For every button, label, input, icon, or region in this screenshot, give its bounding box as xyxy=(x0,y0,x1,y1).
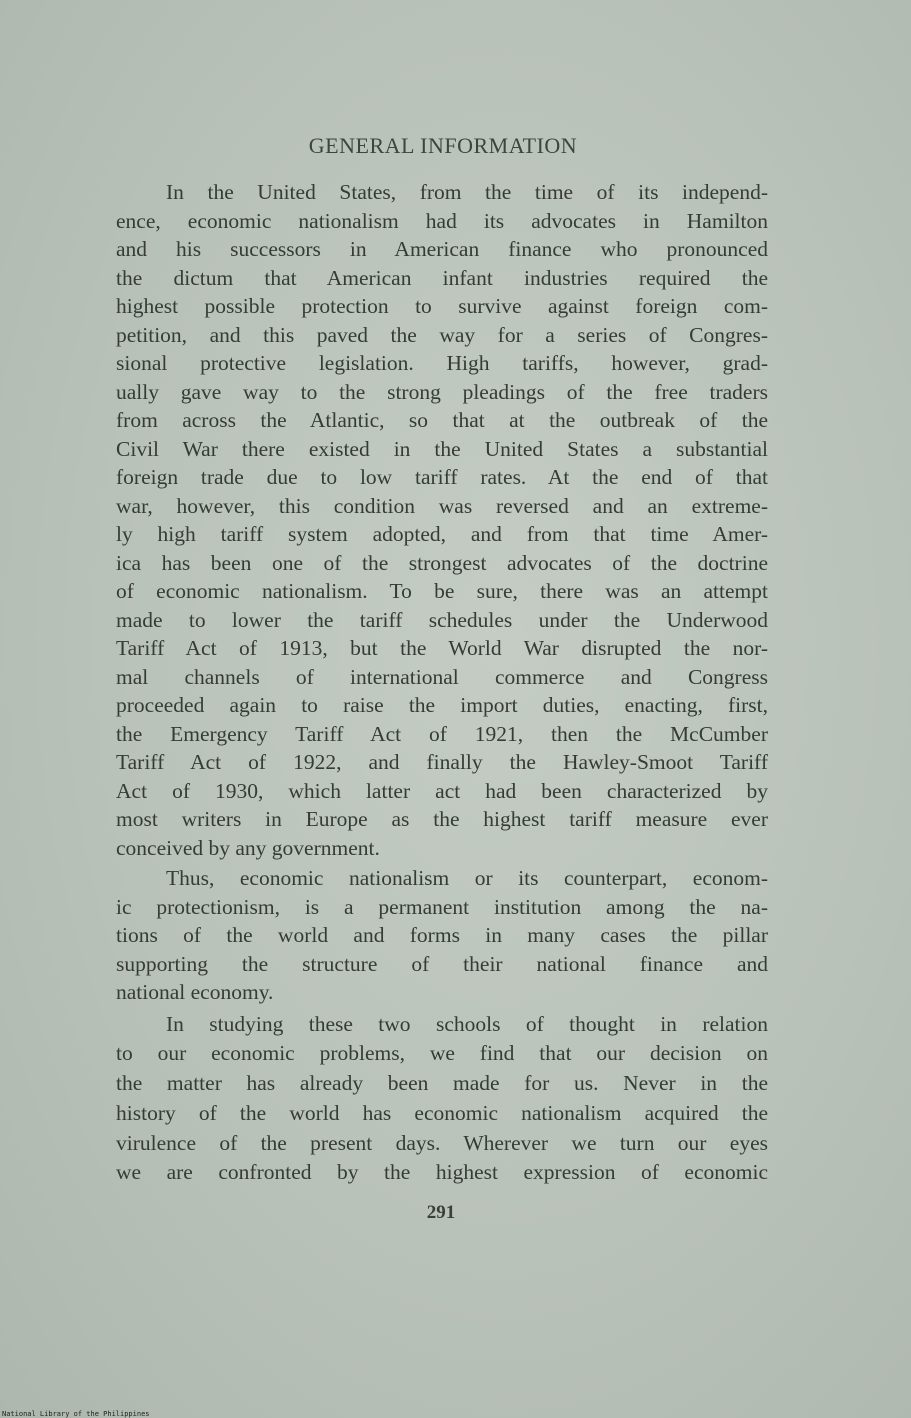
text-line: from across the Atlantic, so that at the outbreak of the xyxy=(116,408,768,432)
text-line: In the United States, from the time of its independ- xyxy=(166,180,768,204)
text-line: ica has been one of the strongest advocates of the doctrine xyxy=(116,550,768,575)
text-line: Act of 1930, which latter act had been characterized by xyxy=(116,778,768,803)
text-line: Civil War there existed in the United States a substantial xyxy=(116,436,768,461)
text-line: In studying these two schools of thought in relation xyxy=(166,1011,768,1036)
text-line: made to lower the tariff schedules under the Underwood xyxy=(116,607,768,632)
text-line: war, however, this condition was reversed and an extreme- xyxy=(116,493,768,518)
text-line: mal channels of international commerce and Congress xyxy=(116,664,768,689)
text-line: Thus, economic nationalism or its counterpart, econom- xyxy=(166,866,768,890)
text-line: history of the world has economic nationalism acquired the xyxy=(116,1100,768,1125)
text-line: the Emergency Tariff Act of 1921, then the McCumber xyxy=(116,721,768,746)
text-line: to our economic problems, we find that our decision on xyxy=(116,1041,768,1066)
text-line: national economy. xyxy=(116,980,274,1004)
text-line: Tariff Act of 1913, but the World War disrupted the nor- xyxy=(116,636,768,660)
text-line: ic protectionism, is a permanent institution among the na- xyxy=(116,894,768,919)
text-line: sional protective legislation. High tariffs, however, grad- xyxy=(116,351,768,375)
paragraph-1 xyxy=(116,178,768,862)
text-line: ly high tariff system adopted, and from that time Amer- xyxy=(116,522,768,546)
text-line: the matter has already been made for us. Never in the xyxy=(116,1071,768,1096)
text-line: foreign trade due to low tariff rates. At the end of that xyxy=(116,465,768,489)
text-line: and his successors in American finance who pronounced xyxy=(116,237,768,261)
text-line: most writers in Europe as the highest tariff measure ever xyxy=(116,807,768,831)
text-line: tions of the world and forms in many cases the pillar xyxy=(116,923,768,947)
paragraph-2 xyxy=(116,864,768,1007)
text-line: petition, and this paved the way for a series of Congres- xyxy=(116,322,768,347)
text-line: highest possible protection to survive against foreign com- xyxy=(116,294,768,318)
text-line: ence, economic nationalism had its advocates in Hamilton xyxy=(116,208,768,233)
text-line: of economic nationalism. To be sure, there was an attempt xyxy=(116,579,768,603)
text-line: conceived by any government. xyxy=(116,835,380,860)
paragraph-3 xyxy=(116,1010,768,1189)
page-number: 291 xyxy=(426,1202,456,1223)
page-header: GENERAL INFORMATION xyxy=(308,133,578,158)
text-line: the dictum that American infant industries required the xyxy=(116,265,768,290)
body-text xyxy=(116,178,768,1188)
text-line: ually gave way to the strong pleadings of the free traders xyxy=(116,379,768,404)
library-credit: National Library of the Philippines xyxy=(2,1410,150,1418)
text-line: we are confronted by the highest expression of economic xyxy=(116,1160,768,1185)
text-line: supporting the structure of their national finance and xyxy=(116,951,768,976)
text-line: Tariff Act of 1922, and finally the Hawley-Smoot Tariff xyxy=(116,750,768,774)
text-line: virulence of the present days. Wherever we turn our eyes xyxy=(116,1130,768,1155)
text-line: proceeded again to raise the import duties, enacting, first, xyxy=(116,693,768,717)
